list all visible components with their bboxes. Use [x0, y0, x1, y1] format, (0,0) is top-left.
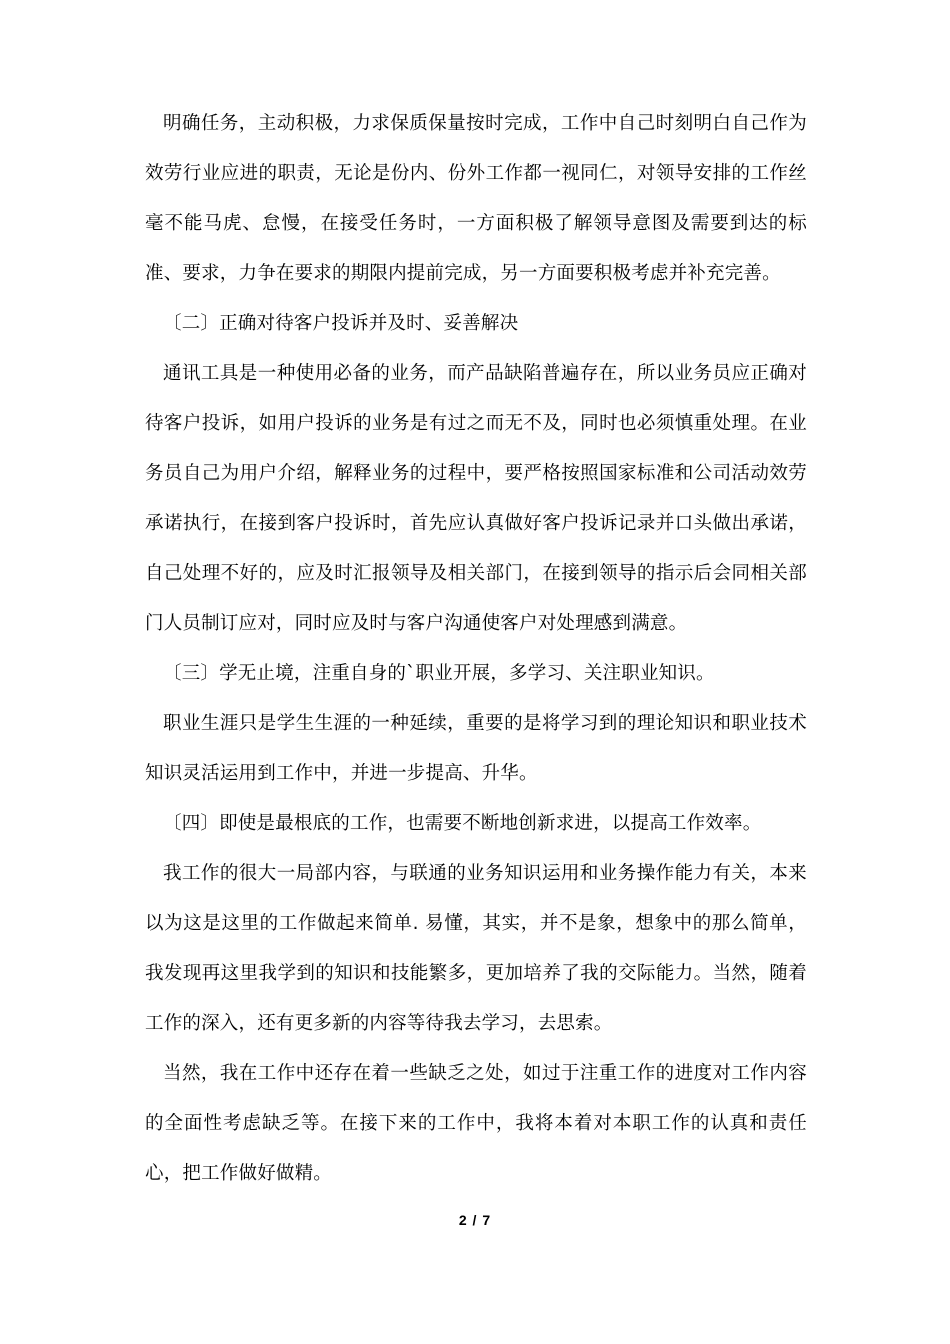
section-heading-3: 〔三〕学无止境，注重自身的`职业开展，多学习、关注职业知识。 — [163, 663, 715, 684]
paragraph-customer-complaints: 通讯工具是一种使用必备的业务，而产品缺陷普遍存在，所以业务员应正确对待客户投诉，如用户投诉的业务是有过之而无不及，同时也必须慎重处理。在业务员自己为用户介绍，解释业务的过程中，要严格按照国家标准和公司活动效劳承诺执行，在接到客户投诉时，首先应认真做好客户投诉记录并口头做出承诺，自己处理不好的，应及时汇报领导及相关部门，在接到领导的指示后会同相关部门人员制订应对，同时应及时与客户沟通使客户对处理感到满意。 — [145, 363, 807, 634]
paragraph-work-content: 我工作的很大一局部内容，与联通的业务知识运用和业务操作能力有关，本来以为这是这里的工作做起来简单. 易懂，其实，并不是象，想象中的那么简单，我发现再这里我学到的知识和技能繁多，更加培养了我的交际能力。当然，随着工作的深入，还有更多新的内容等待我去学习，去思索。 — [145, 863, 807, 1034]
section-heading-4: 〔四〕即使是最根底的工作，也需要不断地创新求进，以提高工作效率。 — [163, 813, 762, 834]
paragraph-task-attitude: 明确任务，主动积极，力求保质保量按时完成，工作中自己时刻明白自己作为效劳行业应进的职责，无论是份内、份外工作都一视同仁，对领导安排的工作丝毫不能马虎、怠慢，在接受任务时，一方面积极了解领导意图及需要到达的标准、要求，力争在要求的期限内提前完成，另一方面要积极考虑并补充完善。 — [145, 113, 807, 284]
section-heading-2: 〔二〕正确对待客户投诉并及时、妥善解决 — [163, 313, 519, 334]
page-number: 2 / 7 — [458, 1212, 492, 1228]
paragraph-career: 职业生涯只是学生生涯的一种延续，重要的是将学习到的理论知识和职业技术知识灵活运用到工作中，并进一步提高、升华。 — [145, 713, 807, 784]
document-body — [145, 99, 807, 1199]
paragraph-shortcomings: 当然，我在工作中还存在着一些缺乏之处，如过于注重工作的进度对工作内容的全面性考虑缺乏等。在接下来的工作中，我将本着对本职工作的认真和责任心，把工作做好做精。 — [145, 1063, 807, 1184]
